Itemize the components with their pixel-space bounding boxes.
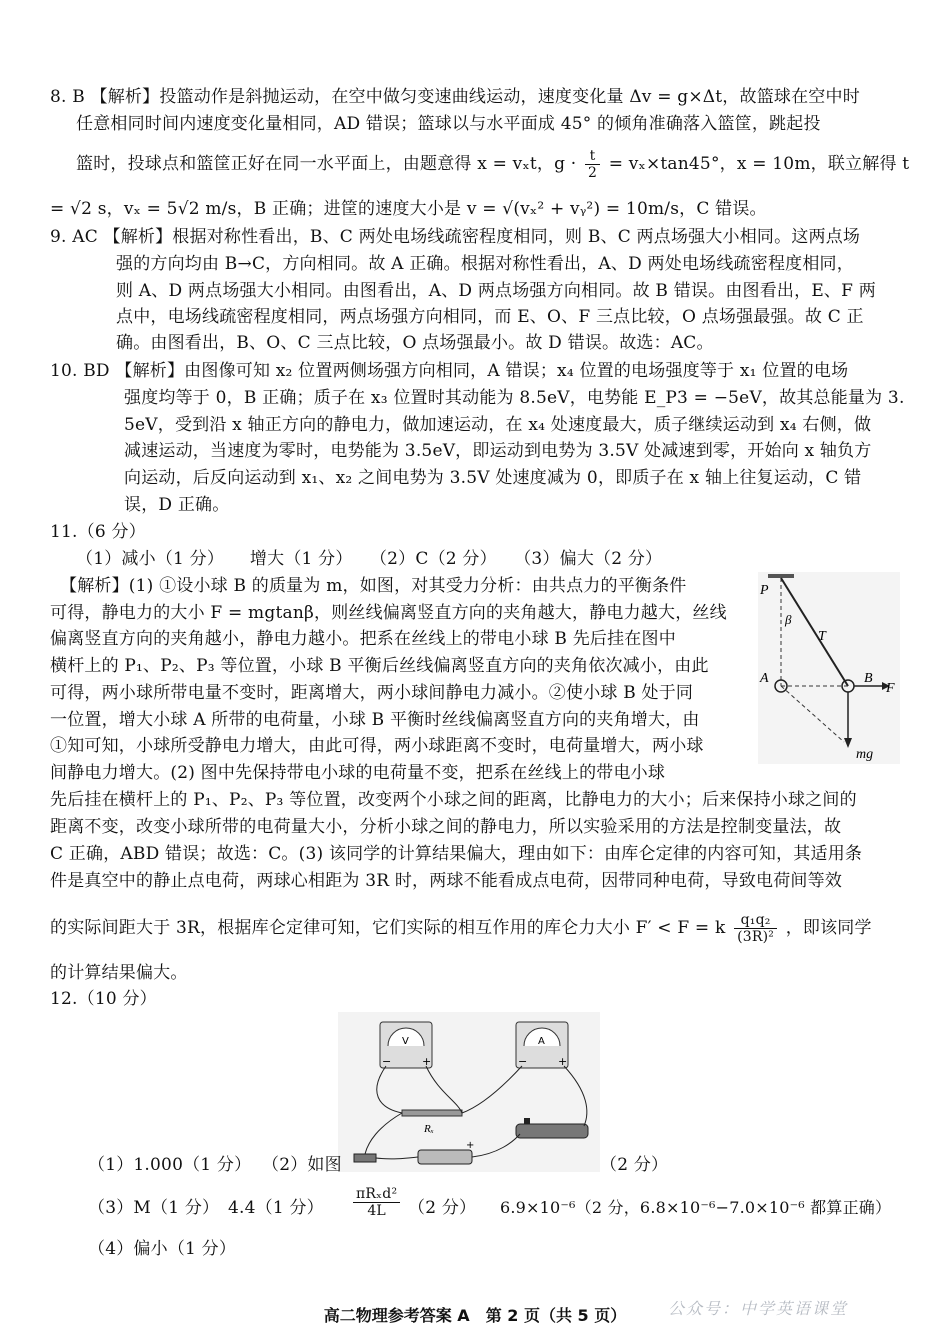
q12-answer-2: （2）如图 <box>262 1155 342 1175</box>
q12-answer-3: （3）M（1 分） <box>88 1198 220 1218</box>
q8-frac-num: t <box>585 148 600 165</box>
q11-line-6: 一位置，增大小球 A 所带的电荷量，小球 B 平衡时丝线偏离竖直方向的夹角增大，由 <box>50 710 700 730</box>
q12-answer-3-fraction <box>350 1186 403 1219</box>
q11-frac-den: (3R)² <box>737 929 775 945</box>
q9-line-4: 点中，电场线疏密程度相同，两点场强方向相同，而 E、O、F 三点比较，O 点场强最强。故 C 正 <box>116 307 864 327</box>
q10-line-1: 10. BD 【解析】由图像可知 x₂ 位置两侧场强方向相同，A 错误；x₄ 位置的电场强度等于 x₁ 位置的电场 <box>50 361 849 381</box>
voltmeter-plus: + <box>422 1055 432 1068</box>
q8-fraction <box>585 148 600 181</box>
q8-line-2: 任意相同时间内速度变化量相同，AD 错误；篮球以与水平面成 45° 的倾角准确落入篮筐，跳起投 <box>76 114 821 134</box>
q10-line-4: 减速运动，当速度为零时，电势能为 3.5eV，即运动到电势为 3.5V 处减速到零，开始向 x 轴负方 <box>124 441 872 461</box>
switch <box>354 1154 376 1162</box>
q8-line-3 <box>76 148 909 181</box>
q11-line-2: 可得，静电力的大小 F = mgtanβ，则丝线偏离竖直方向的夹角越大，静电力越大，丝线 <box>50 603 727 623</box>
q11-heading: 11.（6 分） <box>50 522 146 542</box>
q11-line-14: 的计算结果偏大。 <box>50 963 188 983</box>
circuit-diagram <box>338 1012 600 1172</box>
q11-line-9: 先后挂在横杆上的 P₁、P₂、P₃ 等位置，改变两个小球之间的距离，比静电力的大小；后来保持小球之间的 <box>50 790 857 810</box>
q11-line-13 <box>50 912 872 945</box>
q11-fraction <box>734 912 777 945</box>
ceiling-bar <box>768 574 794 578</box>
q8-line-3a: 篮时，投球点和篮筐正好在同一水平面上，由题意得 x = vₓt，g · <box>76 154 577 174</box>
ammeter-plus: + <box>558 1055 568 1068</box>
q11-answers: （1）减小（1 分） 增大（1 分） （2）C（2 分） （3）偏大（2 分） <box>76 549 663 569</box>
q11-line-11: C 正确，ABD 错误；故选：C。(3) 该同学的计算结果偏大，理由如下：由库仑定律的内容可知，其适用条 <box>50 844 863 864</box>
ammeter-minus: − <box>518 1055 528 1068</box>
q12-frac-den: 4L <box>367 1203 386 1219</box>
rx-label: Rₓ <box>424 1123 434 1135</box>
q12-answer-3c: （2 分） <box>408 1198 477 1218</box>
q8-line-1: 8. B 【解析】投篮动作是斜抛运动，在空中做匀变速曲线运动，速度变化量 Δv = g×Δt，故篮球在空中时 <box>50 87 860 107</box>
rheostat <box>516 1124 588 1138</box>
watermark: 公众号：中学英语课堂 <box>668 1299 849 1318</box>
q12-heading: 12.（10 分） <box>50 989 157 1009</box>
label-t: T <box>818 629 826 644</box>
q11-line-7: ①知可知，小球所受静电力增大，由此可得，两小球距离不变时，电荷量增大，两小球 <box>50 736 704 756</box>
q10-line-2: 强度均等于 0，B 正确；质子在 x₃ 位置时其动能为 8.5eV，电势能 E_P3 = −5eV，故其总能量为 3. <box>124 388 905 408</box>
q8-line-3b: = vₓ×tan45°，x = 10m，联立解得 t <box>608 154 910 174</box>
q12-answer-1: （1）1.000（1 分） <box>88 1155 252 1175</box>
resistance-wire <box>402 1110 462 1116</box>
label-beta: β <box>785 612 792 627</box>
q11-line-10: 距离不变，改变小球所带的电荷量大小，分析小球之间的静电力，所以实验采用的方法是控制变量法，故 <box>50 817 842 837</box>
q11-line-12: 件是真空中的静止点电荷，两球心相距为 3R 时，两球不能看成点电荷，因带同种电荷，导致电荷间等效 <box>50 871 843 891</box>
rheostat-slider <box>524 1118 530 1124</box>
q11-line-4: 横杆上的 P₁、P₂、P₃ 等位置，小球 B 平衡后丝线偏离竖直方向的夹角依次减小，由此 <box>50 656 709 676</box>
q11-line-13b: ，即该同学 <box>785 918 872 938</box>
label-mg: mg <box>856 747 874 762</box>
voltmeter-minus: − <box>382 1055 392 1068</box>
battery-plus: + <box>466 1140 475 1151</box>
page-footer: 高二物理参考答案 A 第 2 页（共 5 页） <box>323 1306 627 1325</box>
label-a: A <box>760 671 769 686</box>
force-diagram-bg <box>758 572 900 764</box>
q8-line-4: = √2 s，vₓ = 5√2 m/s，B 正确；进筐的速度大小是 v = √(vₓ² + vᵧ²) = 10m/s，C 错误。 <box>50 199 767 219</box>
q10-line-5: 向运动，后反向运动到 x₁、x₂ 之间电势为 3.5V 处速度减为 0，即质子在 x 轴上往复运动，C 错 <box>124 468 862 488</box>
ammeter-label: A <box>538 1036 545 1047</box>
label-f: F <box>886 681 895 696</box>
q11-frac-num: q₁q₂ <box>734 912 777 929</box>
q11-line-3: 偏离竖直方向的夹角越小，静电力越小。把系在丝线上的带电小球 B 先后挂在图中 <box>50 629 676 649</box>
q10-line-6: 误，D 正确。 <box>124 495 230 515</box>
label-p: P <box>760 583 769 598</box>
q11-line-5: 可得，两小球所带电量不变时，距离增大，两小球间静电力减小。②使小球 B 处于同 <box>50 683 694 703</box>
voltmeter-label: V <box>402 1036 409 1047</box>
q12-frac-num: πRₓd² <box>353 1186 400 1203</box>
q10-line-3: 5eV，受到沿 x 轴正方向的静电力，做加速运动，在 x₄ 处速度最大，质子继续运动到 x₄ 右侧，做 <box>124 415 872 435</box>
q9-line-2: 强的方向均由 B→C，方向相同。故 A 正确。根据对称性看出，A、D 两处电场线疏密程度相同， <box>116 254 854 274</box>
label-b: B <box>864 671 873 686</box>
q12-answer-4: （4）偏小（1 分） <box>88 1239 237 1259</box>
q12-fraction <box>353 1186 400 1219</box>
q9-line-5: 确。由图看出，B、O、C 三点比较，O 点场强最小。故 D 错误。故选：AC。 <box>116 333 714 353</box>
q12-answer-3b: 4.4（1 分） <box>228 1198 324 1218</box>
force-diagram <box>758 572 900 764</box>
q9-line-1: 9. AC 【解析】根据对称性看出，B、C 两处电场线疏密程度相同，则 B、C 两点场强大小相同。这两点场 <box>50 227 861 247</box>
q11-line-1: 【解析】(1) ①设小球 B 的质量为 m，如图，对其受力分析：由共点力的平衡条件 <box>60 576 687 596</box>
battery <box>418 1150 472 1164</box>
q8-frac-den: 2 <box>587 165 598 181</box>
q11-line-8: 间静电力增大。(2) 图中先保持带电小球的电荷量不变，把系在丝线上的带电小球 <box>50 763 666 783</box>
q12-answer-2-score: （2 分） <box>600 1155 669 1175</box>
q11-line-13a: 的实际间距大于 3R，根据库仑定律可知，它们实际的相互作用的库仑力大小 F′ < F = k <box>50 918 726 938</box>
q9-line-3: 则 A、D 两点场强大小相同。由图看出，A、D 两点场强方向相同。故 B 错误。由图看出，E、F 两 <box>116 281 876 301</box>
q12-answer-3d: 6.9×10⁻⁶（2 分，6.8×10⁻⁶−7.0×10⁻⁶ 都算正确） <box>500 1198 892 1217</box>
